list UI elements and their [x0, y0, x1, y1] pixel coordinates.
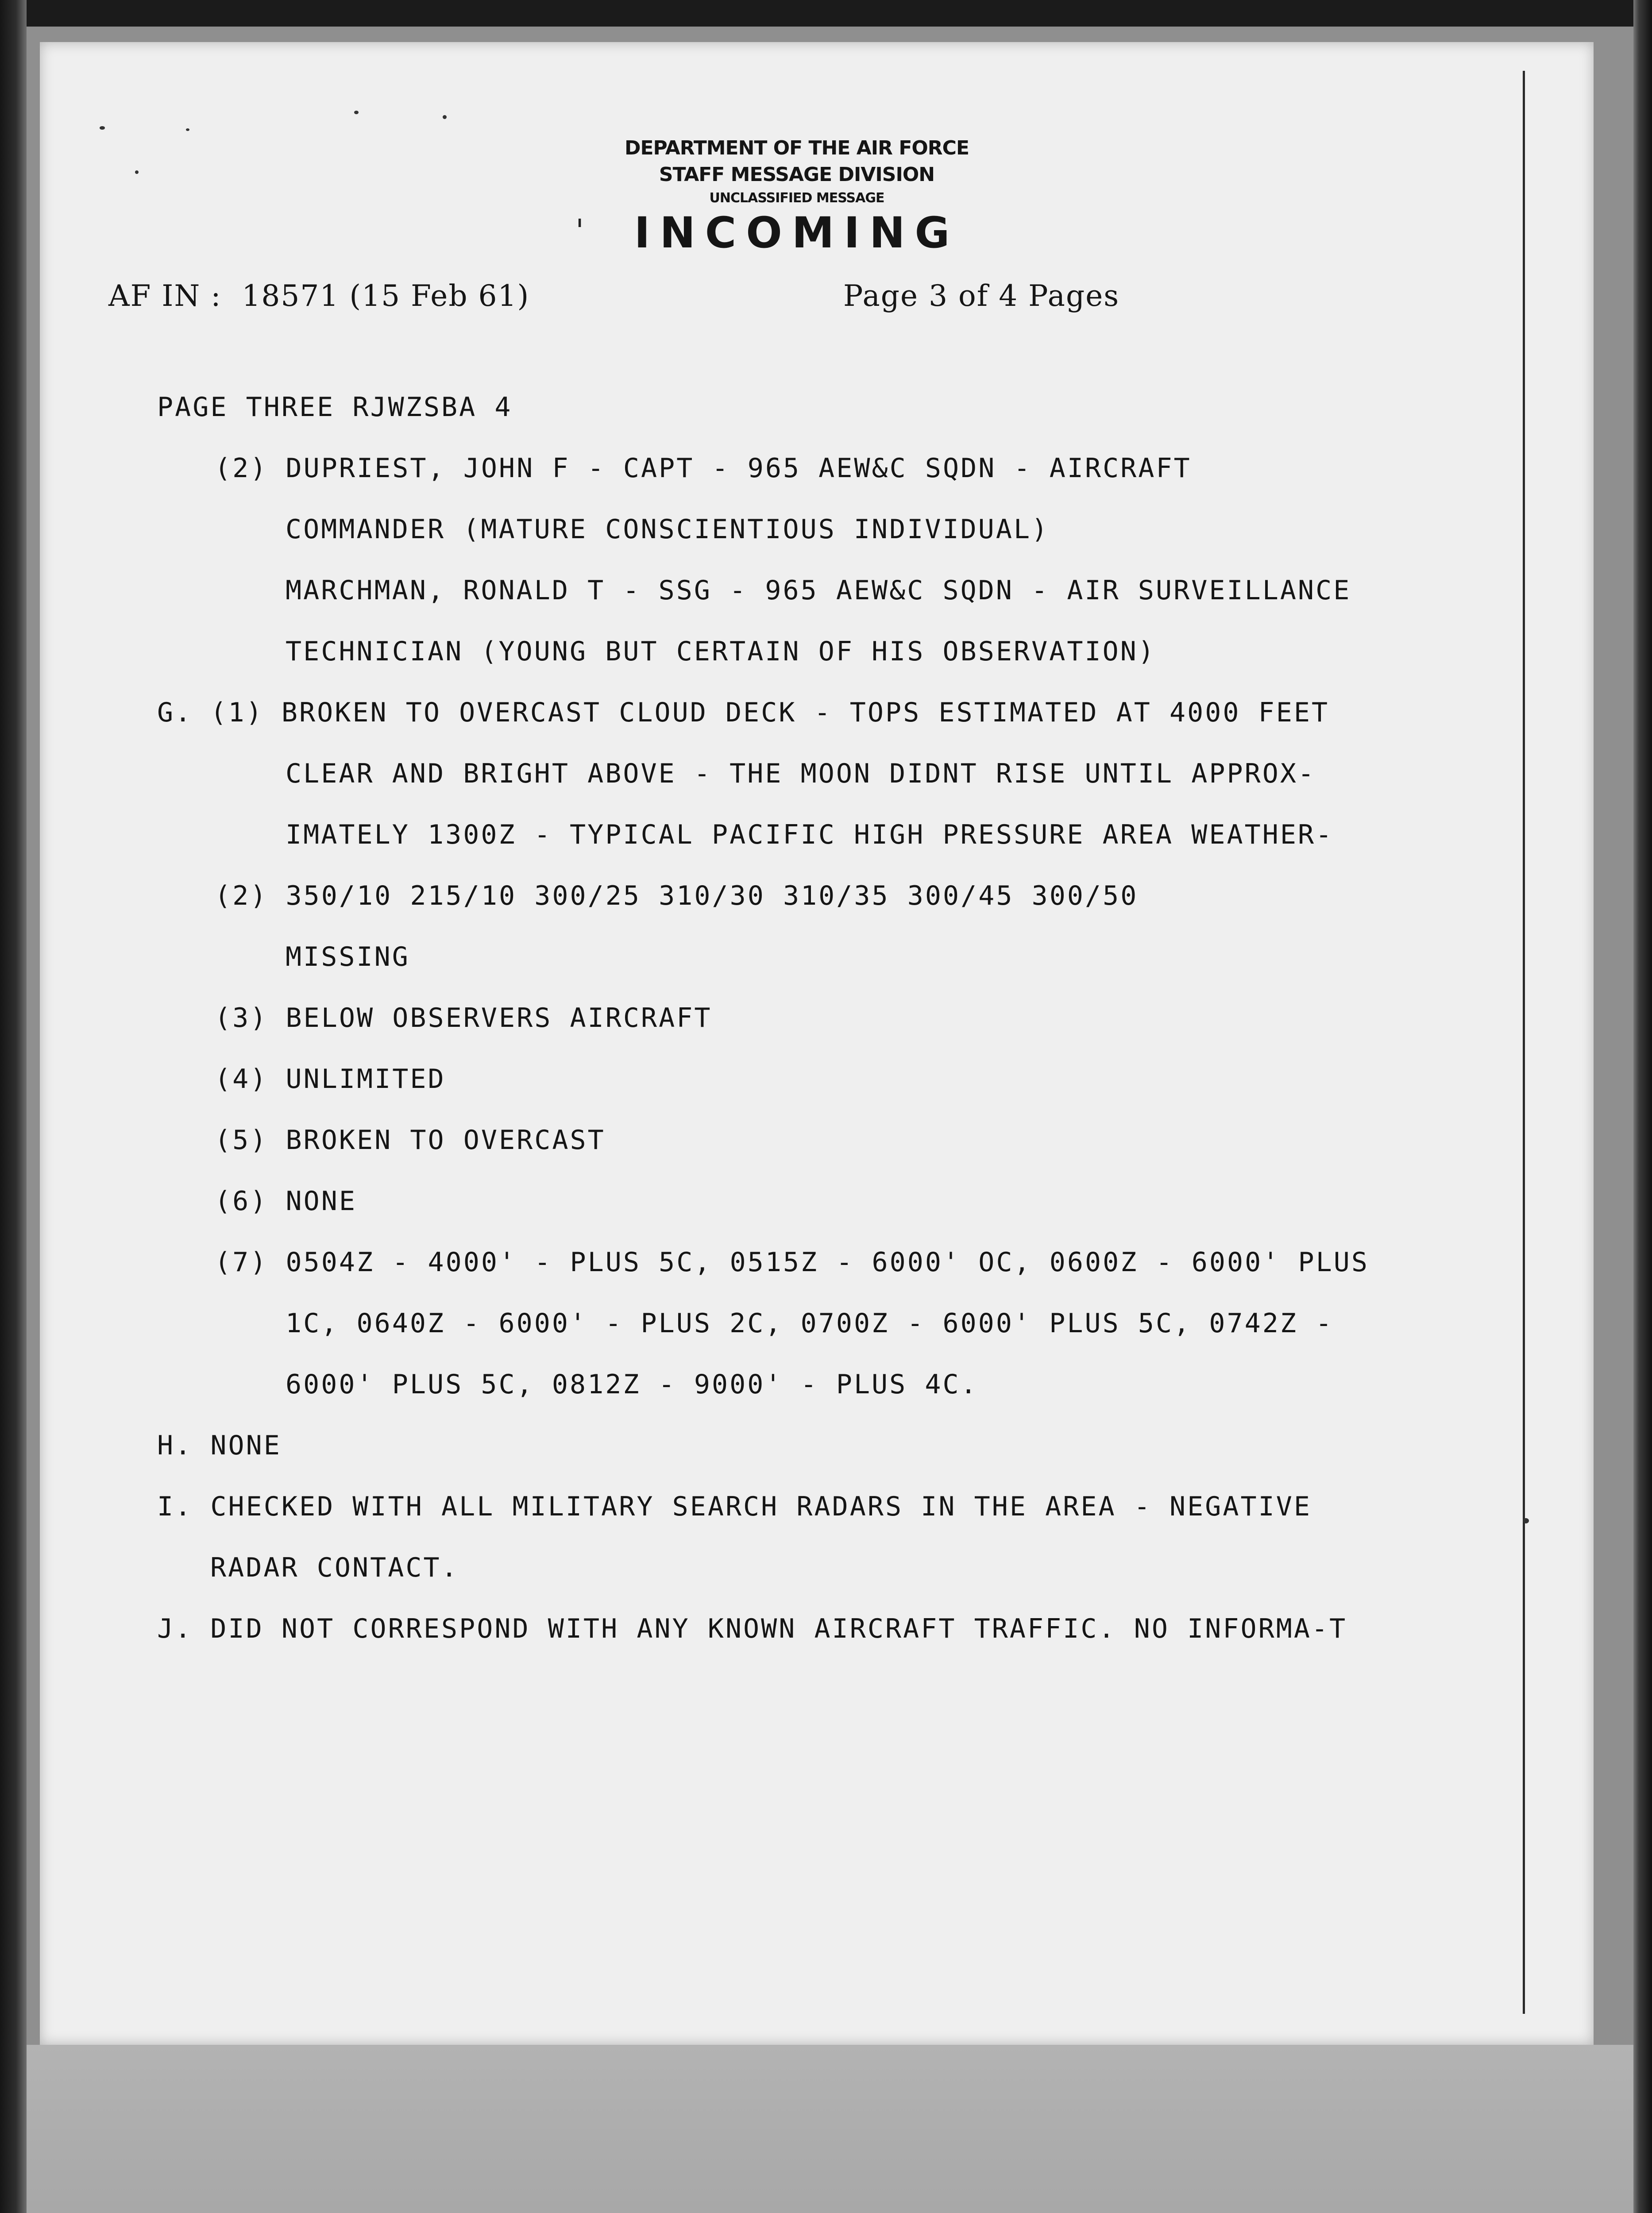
body-line: 6000' PLUS 5C, 0812Z - 9000' - PLUS 4C. [286, 1369, 978, 1400]
photo-frame-top [0, 0, 1652, 27]
body-line: (2) 350/10 215/10 300/25 310/30 310/35 300/45 300/50 [215, 880, 1139, 911]
body-line: IMATELY 1300Z - TYPICAL PACIFIC HIGH PRESSURE AREA WEATHER- [286, 819, 1334, 850]
background-below-sheet [27, 2045, 1633, 2213]
tick-mark: ' [575, 212, 584, 249]
speck [100, 126, 105, 130]
body-line: H. NONE [157, 1430, 282, 1461]
body-line: (3) BELOW OBSERVERS AIRCRAFT [215, 1002, 712, 1033]
speck [186, 128, 189, 131]
division-title: STAFF MESSAGE DIVISION [659, 163, 935, 186]
body-line: (5) BROKEN TO OVERCAST [215, 1125, 606, 1156]
speck [354, 111, 359, 114]
body-line: G. (1) BROKEN TO OVERCAST CLOUD DECK - TOPS ESTIMATED AT 4000 FEET [157, 697, 1330, 728]
speck [1523, 1518, 1529, 1523]
page-count: Page 3 of 4 Pages [843, 279, 1120, 313]
speck [135, 170, 139, 174]
body-line: (4) UNLIMITED [215, 1064, 446, 1095]
body-line: I. CHECKED WITH ALL MILITARY SEARCH RADARS IN THE AREA - NEGATIVE [157, 1491, 1312, 1522]
photo-frame-right [1633, 0, 1652, 2213]
body-line: RADAR CONTACT. [210, 1552, 459, 1583]
body-line: J. DID NOT CORRESPOND WITH ANY KNOWN AIRCRAFT TRAFFIC. NO INFORMA-T [157, 1613, 1347, 1644]
body-line: CLEAR AND BRIGHT ABOVE - THE MOON DIDNT RISE UNTIL APPROX- [286, 758, 1316, 789]
body-line: 1C, 0640Z - 6000' - PLUS 2C, 0700Z - 6000' PLUS 5C, 0742Z - [286, 1308, 1334, 1339]
body-line: PAGE THREE RJWZSBA 4 [157, 392, 513, 423]
body-line: MISSING [286, 941, 410, 972]
speck [443, 115, 447, 119]
af-in-number: AF IN : 18571 (15 Feb 61) [108, 279, 530, 313]
body-line: (6) NONE [215, 1186, 357, 1217]
body-line: MARCHMAN, RONALD T - SSG - 965 AEW&C SQDN - AIR SURVEILLANCE [286, 575, 1351, 606]
body-line: (2) DUPRIEST, JOHN F - CAPT - 965 AEW&C SQDN - AIRCRAFT [215, 453, 1192, 484]
photo-frame-left [0, 0, 27, 2213]
department-title: DEPARTMENT OF THE AIR FORCE [624, 137, 969, 159]
right-margin-rule [1523, 71, 1525, 2014]
classification-label: UNCLASSIFIED MESSAGE [709, 190, 884, 206]
message-type-heading: INCOMING [634, 208, 960, 258]
body-line: TECHNICIAN (YOUNG BUT CERTAIN OF HIS OBSERVATION) [286, 636, 1156, 667]
body-line: COMMANDER (MATURE CONSCIENTIOUS INDIVIDUAL) [286, 514, 1050, 545]
message-sheet [40, 42, 1594, 2045]
body-line: (7) 0504Z - 4000' - PLUS 5C, 0515Z - 6000' OC, 0600Z - 6000' PLUS [215, 1247, 1369, 1278]
